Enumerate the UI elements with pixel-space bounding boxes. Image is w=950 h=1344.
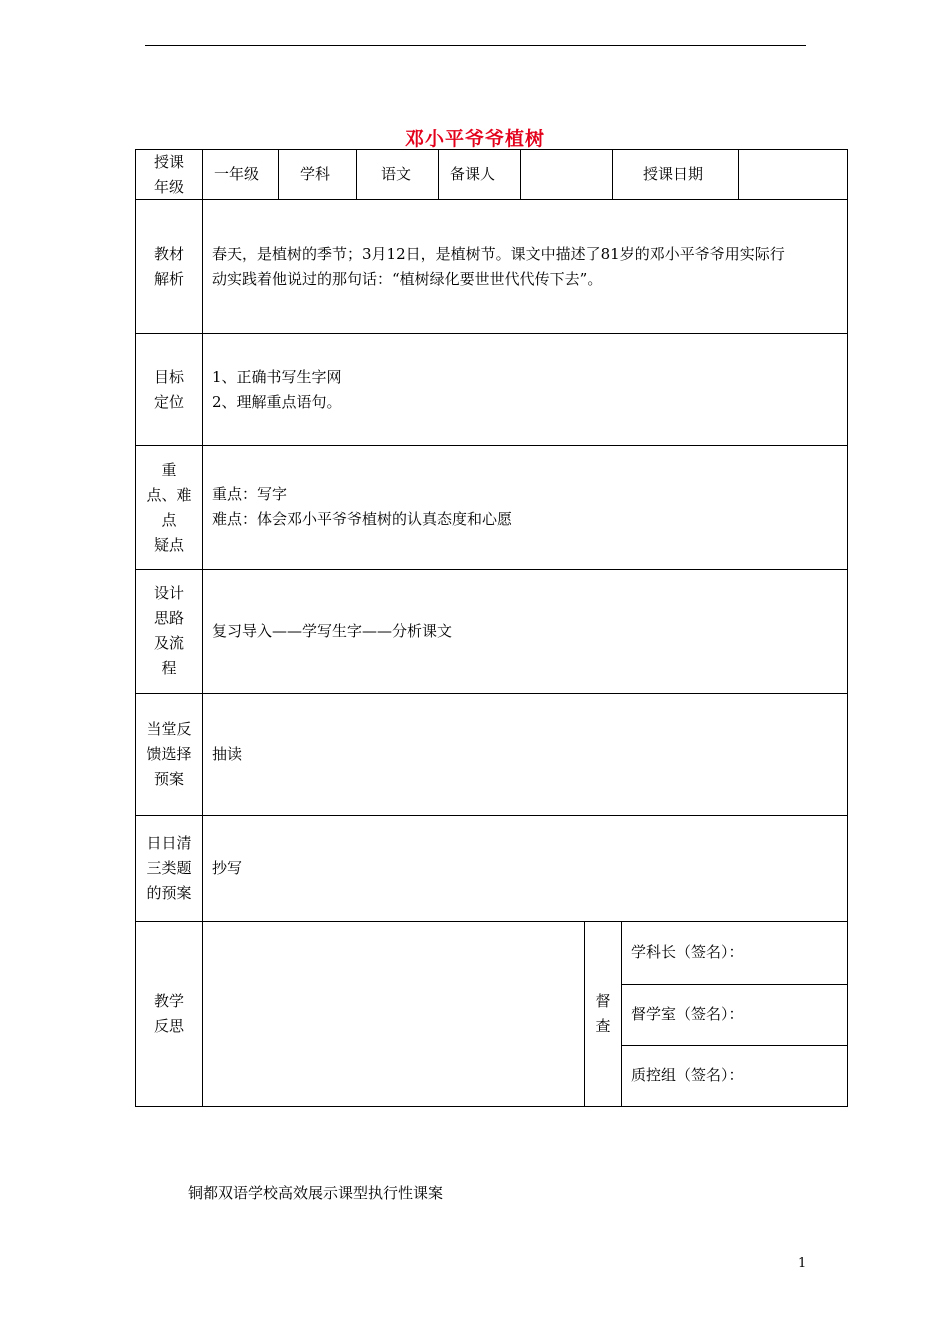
school-footer: 铜都双语学校高效展示课型执行性课案 bbox=[188, 1184, 444, 1202]
row-divider bbox=[135, 199, 848, 200]
supervision-office-signature: 督学室（签名）： bbox=[631, 1005, 744, 1023]
analysis-text-line: 春天，是植树的季节；3月12日，是植树节。课文中描述了81岁的邓小平爷爷用实际行 bbox=[212, 245, 785, 263]
row-divider bbox=[135, 445, 848, 446]
keypoints-label: 重 点、难 点 疑点 bbox=[146, 461, 192, 554]
design-text: 复习导入——学写生字——分析课文 bbox=[212, 622, 453, 640]
reflection-content[interactable] bbox=[203, 922, 583, 1106]
supervise-label: 督 查 bbox=[595, 992, 611, 1035]
goal-item: 2、理解重点语句。 bbox=[212, 393, 342, 411]
subject-head-signature: 学科长（签名）： bbox=[631, 943, 744, 961]
difficulty-text: 难点：体会邓小平爷爷植树的认真态度和心愿 bbox=[212, 510, 513, 528]
col-divider bbox=[738, 149, 739, 199]
feedback-label: 当堂反 馈选择 预案 bbox=[146, 720, 192, 788]
grade-label: 授课 年级 bbox=[153, 153, 184, 196]
col-divider bbox=[520, 149, 521, 199]
date-label: 授课日期 bbox=[643, 165, 704, 183]
row-divider bbox=[135, 569, 848, 570]
row-divider bbox=[135, 815, 848, 816]
feedback-text: 抽读 bbox=[212, 745, 243, 763]
page-title: 邓小平爷爷植树 bbox=[404, 128, 545, 150]
quality-control-signature: 质控组（签名）： bbox=[631, 1066, 744, 1084]
col-divider bbox=[356, 149, 357, 199]
daily-label: 日日清 三类题 的预案 bbox=[146, 834, 192, 902]
design-label: 设计 思路 及流 程 bbox=[153, 584, 184, 677]
preparer-label: 备课人 bbox=[450, 165, 496, 183]
daily-text: 抄写 bbox=[212, 859, 243, 877]
col-divider bbox=[612, 149, 613, 199]
row-divider bbox=[621, 1045, 848, 1046]
analysis-label: 教材 解析 bbox=[153, 245, 184, 288]
grade-value: 一年级 bbox=[214, 165, 260, 183]
col-divider bbox=[438, 149, 439, 199]
col-divider bbox=[621, 921, 622, 1107]
col-divider bbox=[278, 149, 279, 199]
reflection-label: 教学 反思 bbox=[153, 992, 184, 1035]
row-divider bbox=[135, 333, 848, 334]
analysis-text-line: 动实践着他说过的那句话：“植树绿化要世世代代传下去”。 bbox=[212, 270, 603, 288]
row-divider bbox=[621, 984, 848, 985]
header-rule bbox=[145, 45, 806, 46]
row-divider bbox=[135, 693, 848, 694]
subject-value: 语文 bbox=[381, 165, 412, 183]
page-number: 1 bbox=[798, 1256, 807, 1271]
goals-label: 目标 定位 bbox=[153, 368, 184, 411]
subject-label: 学科 bbox=[300, 165, 331, 183]
goal-item: 1、正确书写生字网 bbox=[212, 368, 342, 386]
keypoint-text: 重点：写字 bbox=[212, 485, 288, 503]
